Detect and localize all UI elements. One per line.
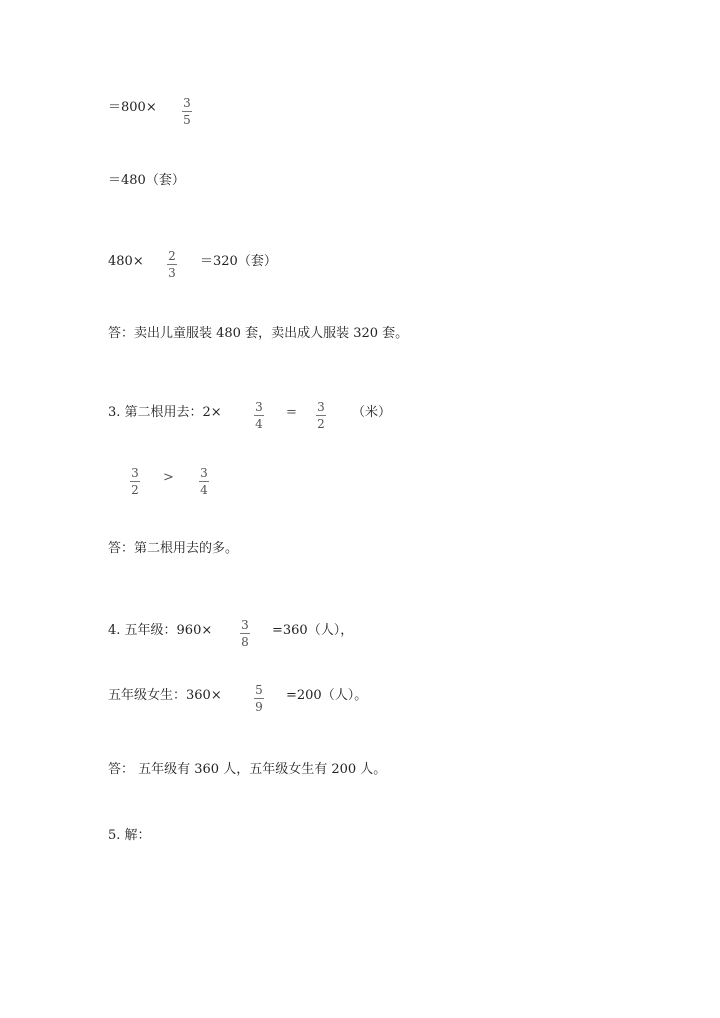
- calc-line-480: [108, 173, 185, 189]
- fraction-compare-right: [197, 466, 211, 497]
- equals-sign: =: [286, 405, 297, 420]
- fraction-bar: [199, 481, 209, 482]
- denominator: 8: [241, 635, 249, 649]
- calc-line-800: [108, 100, 157, 116]
- numerator: 3: [183, 96, 191, 110]
- fraction-bar: [182, 111, 192, 112]
- calc-prefix: 3. 第二根用去：2×: [108, 405, 222, 420]
- solution-5-label: [108, 828, 151, 844]
- fraction-bar: [254, 698, 264, 699]
- denominator: 3: [168, 266, 176, 280]
- calc-result: ＝480（套）: [108, 173, 185, 188]
- unit-text: （米）: [352, 405, 392, 420]
- calc-prefix: ＝800×: [108, 100, 157, 115]
- answer-text: 答： 五年级有 360 人，五年级女生有 200 人。: [108, 762, 387, 777]
- fraction-bar: [130, 481, 140, 482]
- answer-text: 答：第二根用去的多。: [108, 541, 239, 556]
- fraction-bar: [254, 415, 264, 416]
- calc-line-480x: [108, 254, 144, 270]
- fraction-2-3: [165, 249, 179, 280]
- calc-suffix-320: [200, 254, 277, 270]
- numerator: 3: [317, 400, 325, 414]
- calc-suffix-200: [286, 688, 367, 704]
- fraction-3-2: [314, 400, 328, 431]
- fraction-3-8: [238, 618, 252, 649]
- denominator: 4: [200, 483, 208, 497]
- numerator: 2: [168, 249, 176, 263]
- numerator: 3: [200, 466, 208, 480]
- fraction-3-5: [180, 96, 194, 127]
- denominator: 9: [255, 700, 263, 714]
- answer-3: [108, 541, 238, 557]
- calc-suffix: =200（人）。: [286, 688, 368, 703]
- calc-line-q4: [108, 623, 212, 639]
- fraction-5-9: [252, 683, 266, 714]
- numerator: 3: [255, 400, 263, 414]
- denominator: 4: [255, 417, 263, 431]
- label-text: 5. 解：: [108, 828, 151, 843]
- fraction-bar: [316, 415, 326, 416]
- denominator: 2: [317, 417, 325, 431]
- numerator: 5: [255, 683, 263, 697]
- calc-suffix: ＝320（套）: [200, 254, 277, 269]
- calc-line-female: [108, 688, 222, 704]
- calc-prefix: 480×: [108, 254, 144, 269]
- calc-prefix: 4. 五年级：960×: [108, 623, 213, 638]
- calc-prefix: 五年级女生：360×: [108, 688, 222, 703]
- fraction-bar: [167, 264, 177, 265]
- denominator: 5: [183, 113, 191, 127]
- calc-suffix-360: [272, 623, 353, 639]
- denominator: 2: [131, 483, 139, 497]
- greater-than-sign: >: [163, 470, 174, 485]
- fraction-compare-left: [128, 466, 142, 497]
- numerator: 3: [241, 618, 249, 632]
- unit-meter: [352, 405, 391, 421]
- calc-suffix: =360（人），: [272, 623, 354, 638]
- answer-4: [108, 762, 386, 778]
- answer-text: 答：卖出儿童服装 480 套，卖出成人服装 320 套。: [108, 326, 409, 341]
- fraction-3-4: [252, 400, 266, 431]
- answer-2: [108, 326, 408, 342]
- numerator: 3: [131, 466, 139, 480]
- calc-line-q3: [108, 405, 222, 421]
- fraction-bar: [240, 633, 250, 634]
